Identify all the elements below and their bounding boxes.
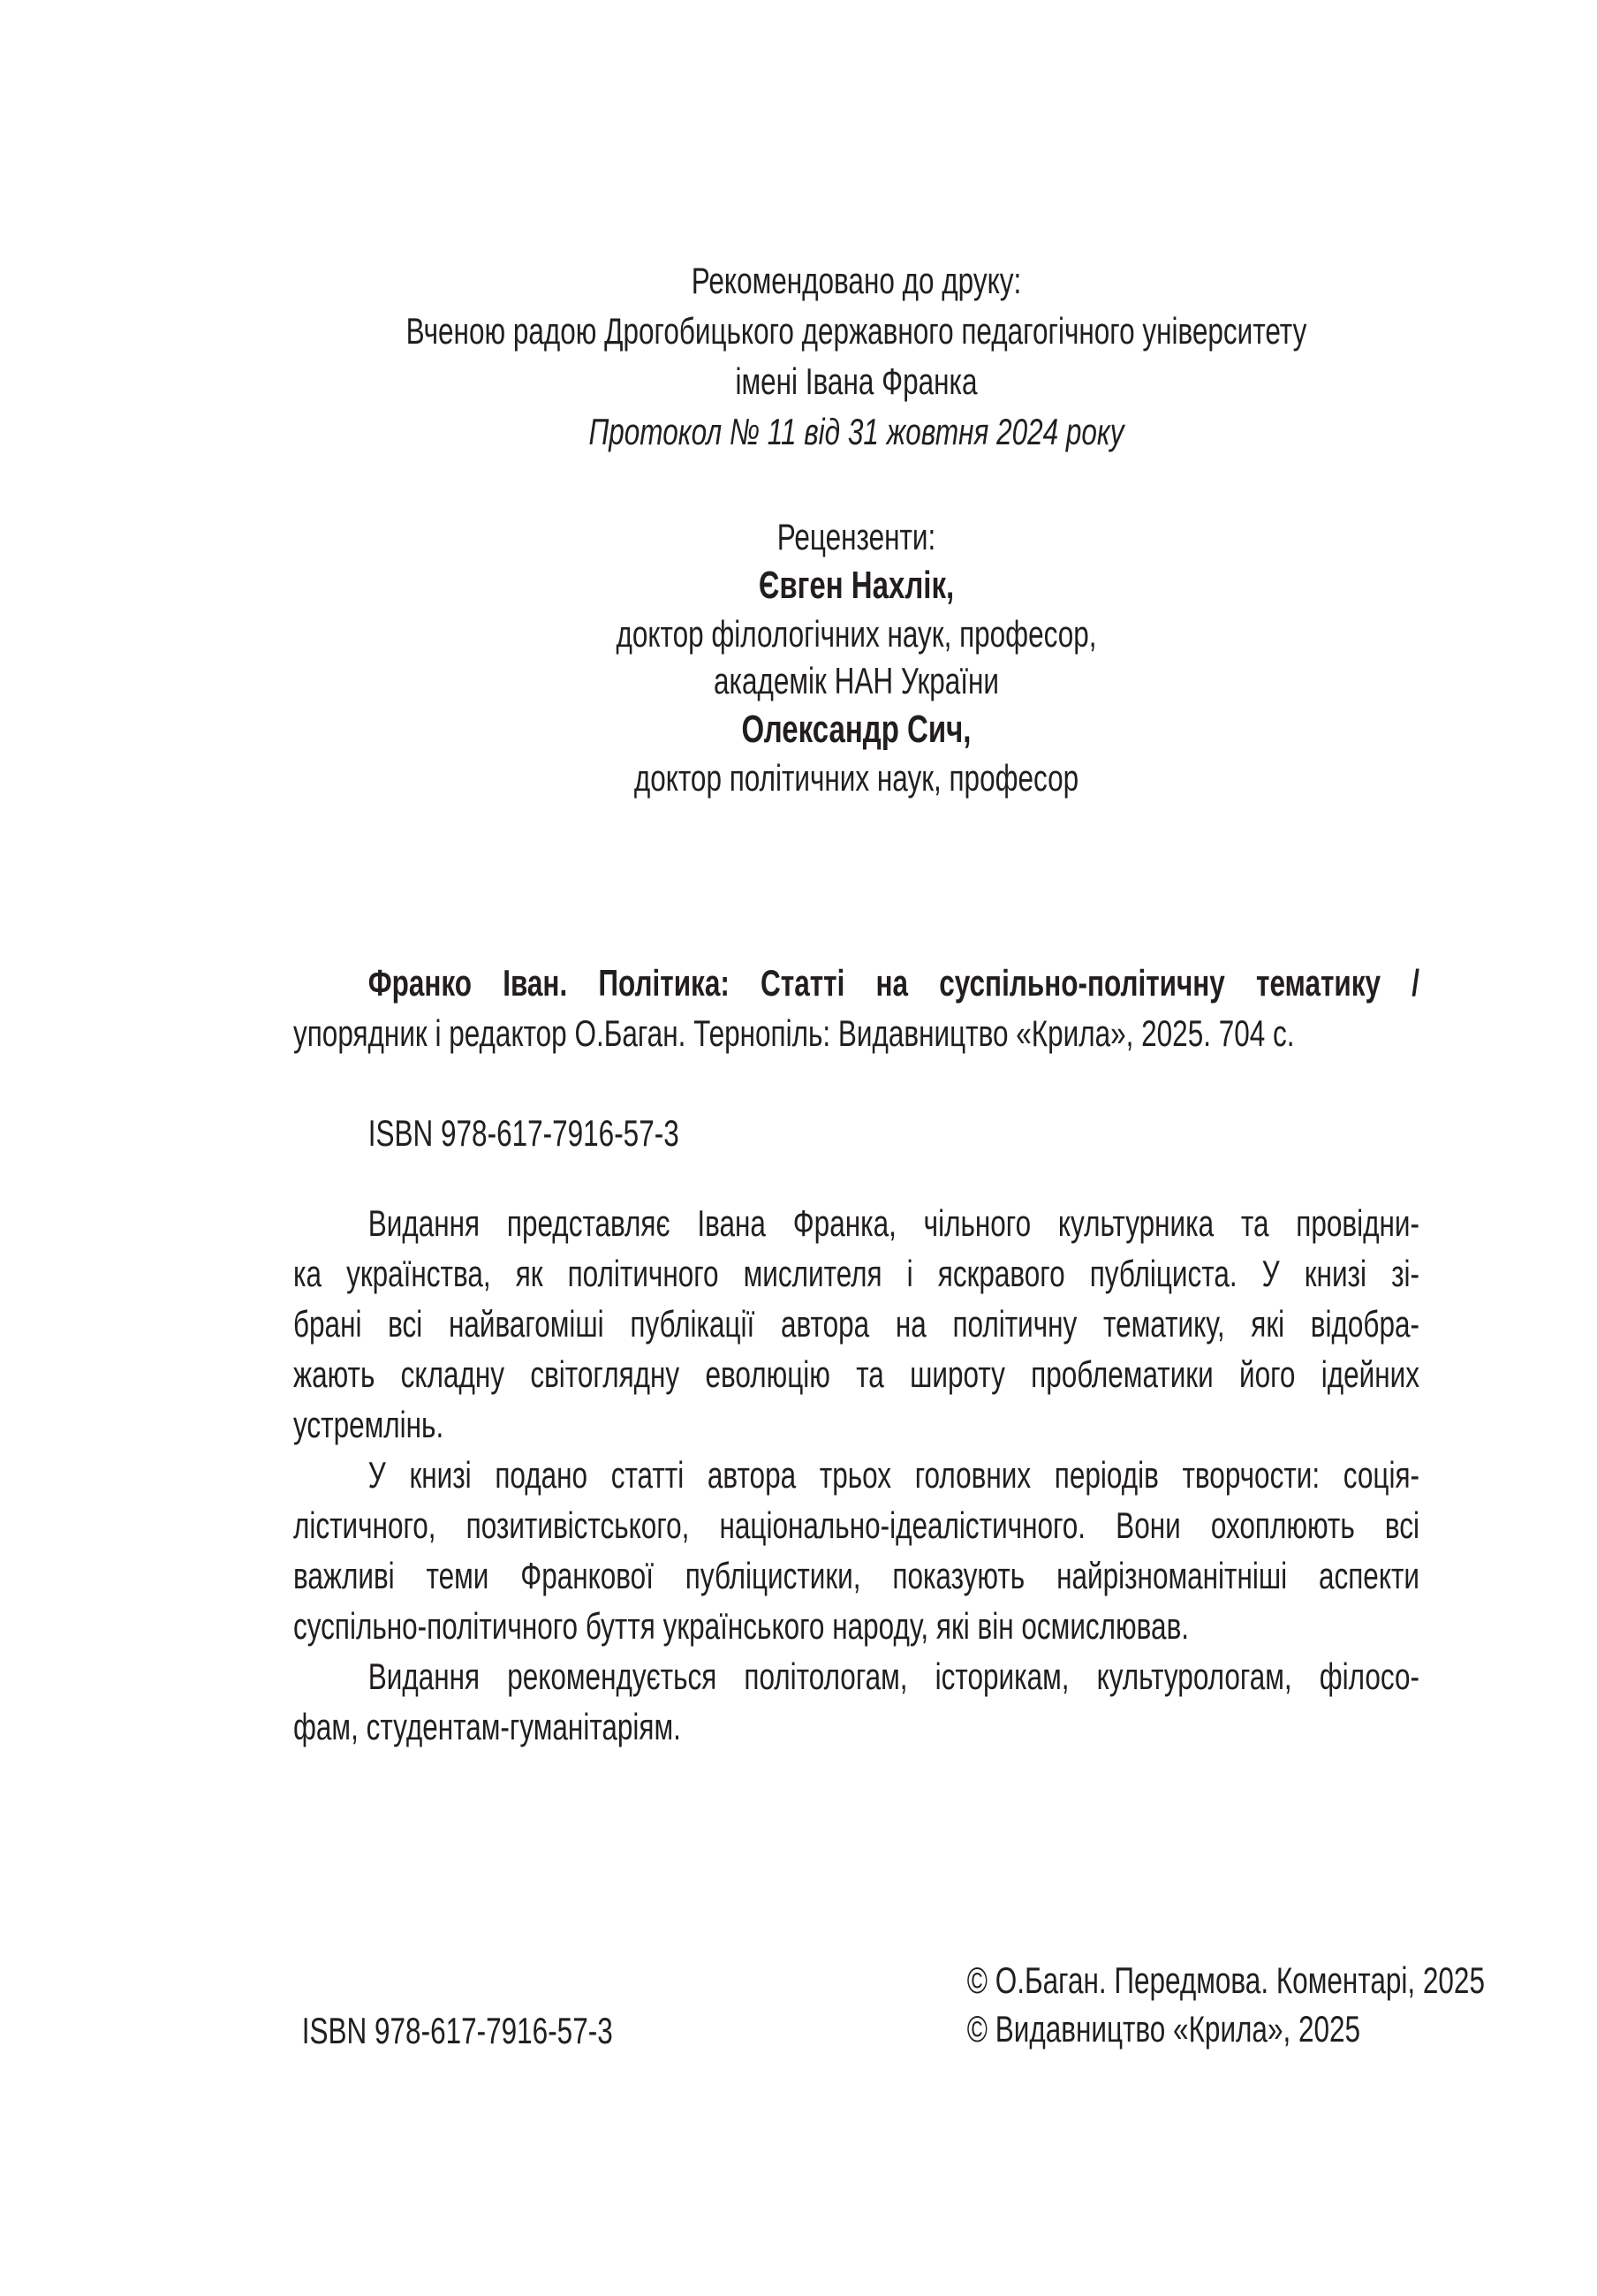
approval-institution: імені Івана Франка (735, 360, 978, 402)
citation-line: упорядник і редактор О.Баган. Тернопіль: Видавництво «Крила», 2025. 704 с. (293, 1012, 1295, 1054)
annotation-line: Видання представляє Івана Франка, чільного культурника та провідни- (367, 1202, 1419, 1244)
reviewers-block (293, 513, 1419, 801)
annotation-line: ка українства, як політичного мислителя і яскравого публіциста. У книзі зі- (293, 1253, 1419, 1294)
annotation-line: важливі теми Франкової публіцистики, показують найрізноманітніші аспекти (293, 1555, 1419, 1596)
annotation-line: брані всі найвагоміші публікації автора на політичну тематику, які відобра- (293, 1303, 1419, 1345)
isbn-block (293, 1108, 1419, 1158)
annotation-line: жають складну світоглядну еволюцію та широту проблематики його ідейних (293, 1353, 1419, 1395)
annotation-line: Видання рекомендується політологам, історикам, культурологам, філосо- (367, 1656, 1419, 1697)
citation-block (293, 958, 1419, 1058)
copyright-line: © О.Баган. Передмова. Коментарі, 2025 (966, 1959, 1485, 2001)
reviewer-name: Євген Нахлік, (758, 564, 955, 607)
reviewer-title: доктор філологічних наук, професор, (616, 613, 1097, 655)
text-column (293, 0, 1485, 2296)
reviewer-title: академік НАН України (713, 660, 1000, 701)
approval-block (293, 255, 1419, 457)
annotation-line: фам, студентам-гуманітаріям. (293, 1706, 681, 1747)
citation-line: Франко Іван. Політика: Статті на суспільно-політичну тематику / (367, 962, 1419, 1004)
annotation-line: лістичного, позитивістського, національно-ідеалістичного. Вони охоплюють всі (293, 1504, 1419, 1546)
reviewer-name: Олександр Сич, (741, 708, 972, 751)
approval-heading: Рекомендовано до друку: (691, 260, 1022, 301)
approval-council: Вченою радою Дрогобицького державного педагогічного університету (405, 310, 1307, 352)
annotation-line: У книзі подано статті автора трьох головних періодів творчости: соція- (367, 1454, 1419, 1496)
reviewer-title: доктор політичних наук, професор (633, 757, 1079, 799)
annotation-block (293, 1198, 1419, 1752)
approval-protocol: Протокол № 11 від 31 жовтня 2024 року (588, 411, 1124, 452)
annotation-line: суспільно-політичного буття українського народу, які він осмислював. (293, 1605, 1190, 1647)
footer-isbn: ISBN 978-617-7916-57-3 (301, 2010, 613, 2051)
copyright-line: © Видавництво «Крила», 2025 (966, 2008, 1361, 2050)
reviewers-heading: Рецензенти: (776, 516, 936, 557)
isbn-text: ISBN 978-617-7916-57-3 (367, 1112, 679, 1154)
annotation-line: устремлінь. (293, 1404, 444, 1445)
copyright-block (966, 1956, 1485, 2053)
